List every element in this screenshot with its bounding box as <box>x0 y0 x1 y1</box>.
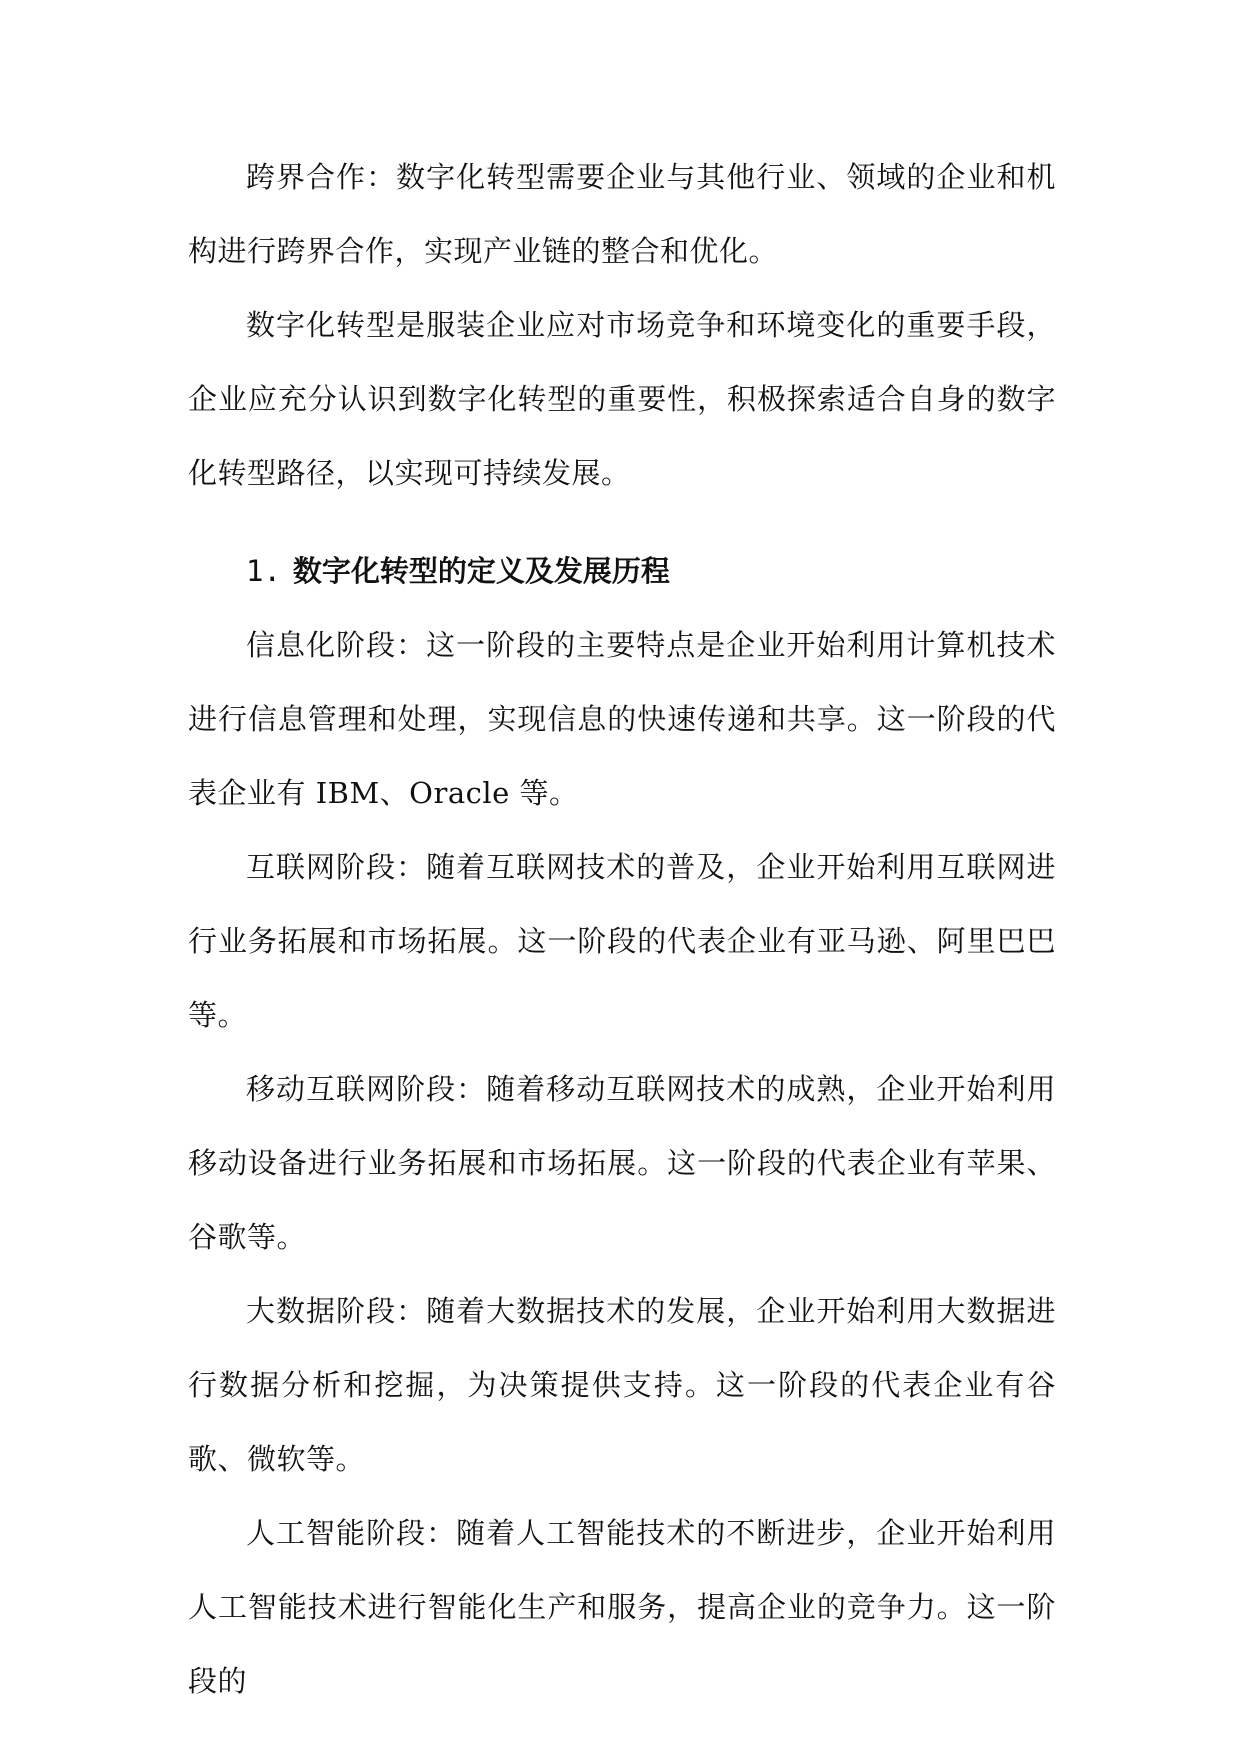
document-page <box>188 140 1056 1718</box>
section-heading <box>188 534 1056 608</box>
paragraph-internet-stage: 互联网阶段：随着互联网技术的普及，企业开始利用互联网进行业务拓展和市场拓展。这一阶段的代表企业有亚马逊、阿里巴巴等。 <box>188 850 1056 1032</box>
paragraph-transformation-importance: 数字化转型是服装企业应对市场竞争和环境变化的重要手段，企业应充分认识到数字化转型的重要性，积极探索适合自身的数字化转型路径，以实现可持续发展。 <box>188 308 1056 490</box>
paragraph-big-data-stage: 大数据阶段：随着大数据技术的发展，企业开始利用大数据进行数据分析和挖掘，为决策提供支持。这一阶段的代表企业有谷歌、微软等。 <box>188 1294 1056 1476</box>
section-title: 数字化转型的定义及发展历程 <box>292 554 670 588</box>
paragraph-ai-stage: 人工智能阶段：随着人工智能技术的不断进步，企业开始利用人工智能技术进行智能化生产和服务，提高企业的竞争力。这一阶段的 <box>188 1516 1056 1698</box>
paragraph-mobile-internet-stage: 移动互联网阶段：随着移动互联网技术的成熟，企业开始利用移动设备进行业务拓展和市场拓展。这一阶段的代表企业有苹果、谷歌等。 <box>188 1072 1056 1254</box>
section-number: 1. <box>246 554 281 588</box>
paragraph-cross-border-cooperation: 跨界合作：数字化转型需要企业与其他行业、领域的企业和机构进行跨界合作，实现产业链的整合和优化。 <box>188 160 1056 268</box>
paragraph-information-stage: 信息化阶段：这一阶段的主要特点是企业开始利用计算机技术进行信息管理和处理，实现信息的快速传递和共享。这一阶段的代表企业有 IBM、Oracle 等。 <box>188 628 1056 810</box>
